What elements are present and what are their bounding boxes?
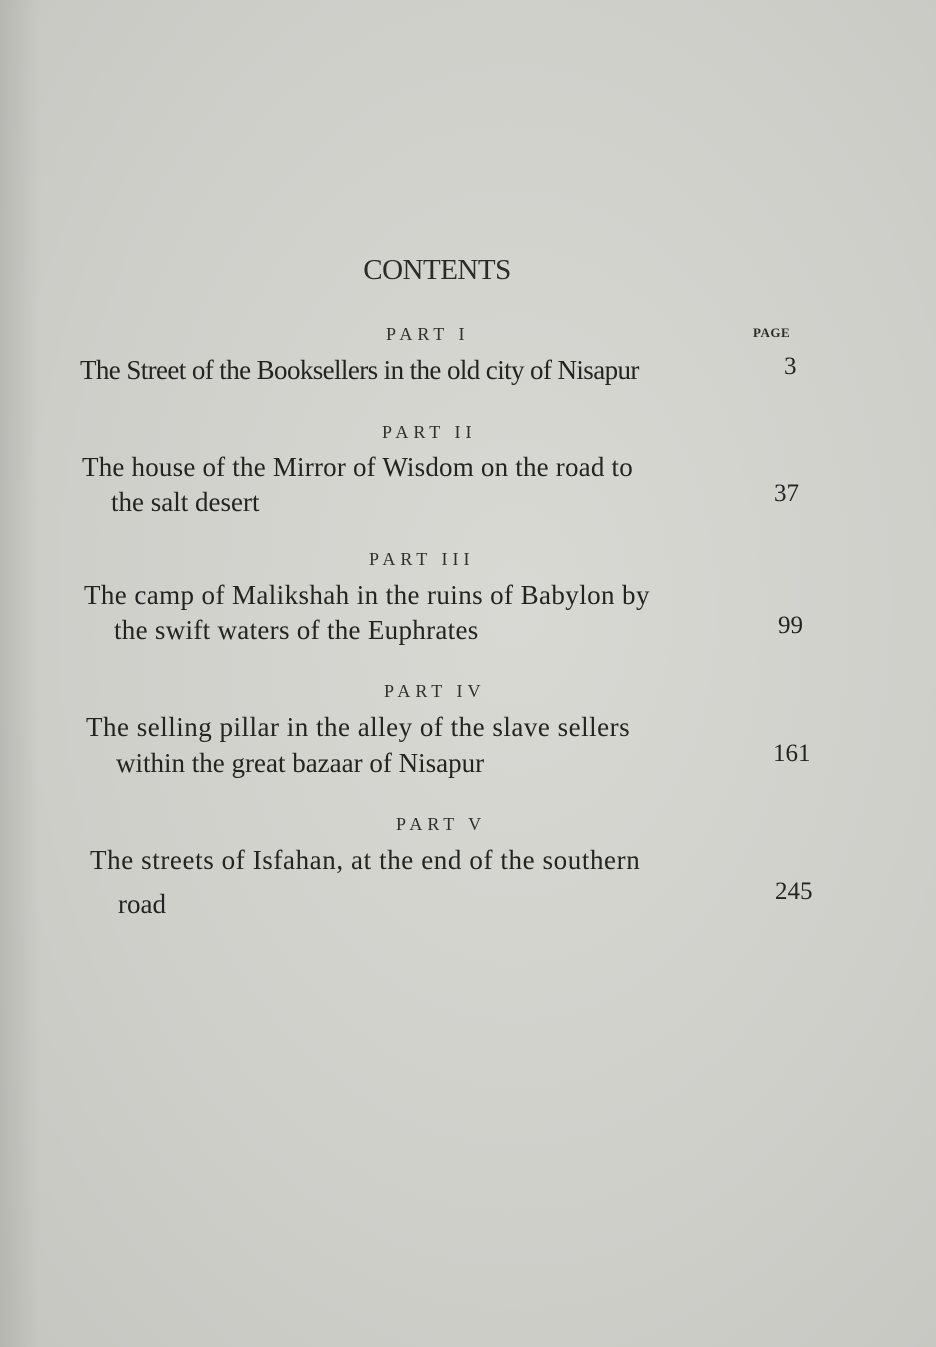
page-number: 3: [784, 353, 797, 380]
page-number: 161: [773, 740, 811, 767]
entry-title-line: the swift waters of the Euphrates: [114, 615, 479, 645]
entry-title-line: within the great bazaar of Nisapur: [116, 748, 485, 778]
entry-title-line: The streets of Isfahan, at the end of the southern: [90, 845, 641, 875]
entry-title-line: The house of the Mirror of Wisdom on the road to: [82, 452, 633, 482]
entry-title-line: The camp of Malikshah in the ruins of Babylon by: [84, 580, 650, 610]
entry-title-line: road: [118, 889, 166, 919]
page-number: 37: [774, 480, 799, 507]
entry-title-line: The Street of the Booksellers in the old city of Nisapur: [80, 355, 639, 385]
page-number: 245: [775, 878, 813, 905]
part-heading: PART IV: [384, 681, 486, 701]
part-heading: PART II: [382, 422, 477, 442]
part-heading: PART III: [369, 549, 475, 569]
page-column-label: PAGE: [753, 325, 791, 340]
page-number: 99: [778, 612, 803, 639]
part-heading: PART V: [396, 814, 487, 834]
entry-title-line: the salt desert: [111, 487, 260, 517]
contents-title: CONTENTS: [363, 254, 511, 286]
part-heading: PART I: [386, 324, 470, 344]
entry-title-line: The selling pillar in the alley of the slave sellers: [86, 712, 631, 742]
